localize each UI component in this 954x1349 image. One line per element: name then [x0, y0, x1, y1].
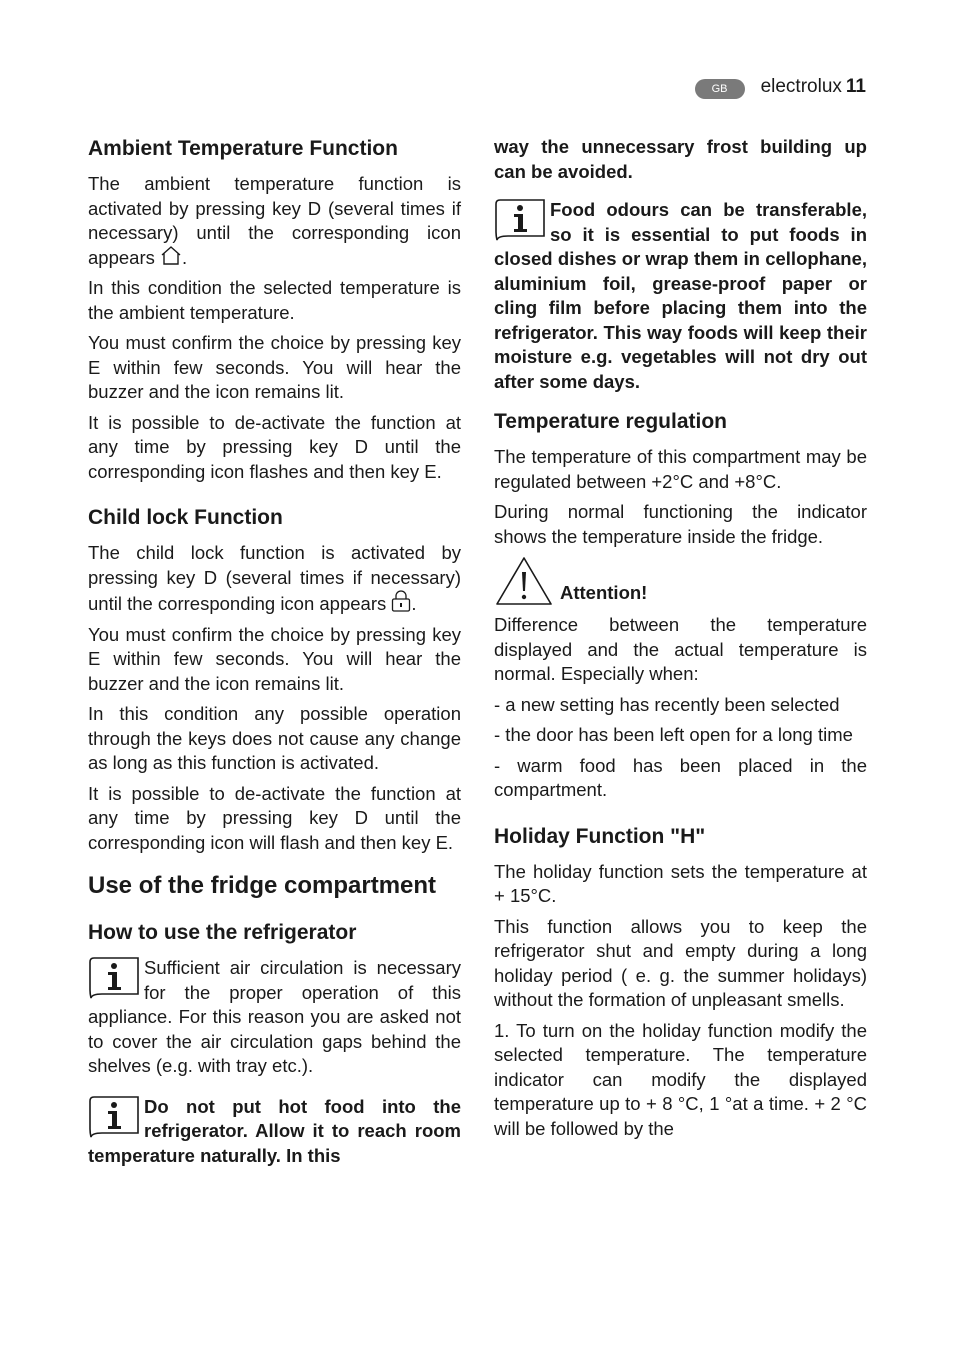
info-icon [494, 198, 546, 242]
fridge-title: Use of the fridge compartment [88, 872, 437, 899]
how-to-use-title: How to use the refrigerator [88, 921, 357, 944]
frost-continuation: way the unnecessary frost building up can be avoided. [494, 136, 867, 182]
childlock-title: Child lock Function [88, 506, 283, 529]
right-column [494, 135, 867, 1147]
childlock-p2: You must confirm the choice by pressing key E within few seconds. You will hear the buzzer and the icon remains lit. [88, 623, 461, 694]
temp-bullet-2: - the door has been left open for a long time [494, 724, 853, 745]
ambient-p3: You must confirm the choice by pressing key E within few seconds. You will hear the buzzer and the icon remains lit. [88, 332, 461, 402]
ambient-p4: It is possible to de-activate the function at any time by pressing key D until the corresponding icon flashes and then key E. [88, 411, 461, 482]
info-food-odours: Food odours can be transferable, so it is essential to put foods in closed dishes or wrap them in cellophane, aluminium foil, grease-proof paper or cling film before placing them into the refrigerator. This way foods will keep their moisture e.g. vegetables will not dry out after some days. [494, 199, 867, 392]
childlock-p4: It is possible to de-activate the function at any time by pressing key D until the corresponding icon will flash and then key E. [88, 782, 461, 853]
page-header [695, 74, 866, 100]
holiday-p3: 1. To turn on the holiday function modify the selected temperature. The temperature indicator can modify the displayed temperature up to + 8 °C, 1 °at a time. + 2 °C will be followed by the [494, 1019, 867, 1139]
info-hot-food: Do not put hot food into the refrigerator. Allow it to reach room temperature naturally. In this [88, 1095, 461, 1166]
childlock-p3: In this condition any possible operation through the keys does not cause any change as long as this function is activated. [88, 703, 461, 773]
attention-label: Attention! [560, 582, 648, 603]
house-icon [160, 246, 182, 266]
temp-p1: The temperature of this compartment may be regulated between +2°C and +8°C. [494, 446, 867, 492]
page-number: 11 [845, 76, 866, 97]
info-icon [88, 956, 140, 1000]
warning-triangle-icon [494, 555, 554, 607]
brand-page [761, 76, 866, 98]
ambient-title: Ambient Temperature Function [88, 137, 398, 160]
lock-icon [391, 590, 411, 612]
left-column [88, 135, 461, 1174]
temp-bullet-3: - warm food has been placed in the compartment. [494, 754, 867, 800]
info-air-circulation: Sufficient air circulation is necessary for the proper operation of this appliance. For this reason you are asked not to cover the air circulation gaps behind the shelves (e.g. with tray etc.). [88, 957, 461, 1076]
temp-bullet-1: - a new setting has recently been selected [494, 693, 840, 715]
temp-p2: During normal functioning the indicator shows the temperature inside the fridge. [494, 501, 867, 547]
info-icon [88, 1095, 140, 1139]
temp-regulation-title: Temperature regulation [494, 410, 727, 433]
ambient-p1: The ambient temperature function is activated by pressing key D (several times if necessary) until the corresponding icon appears . [88, 173, 461, 268]
childlock-p1: The child lock function is activated by pressing key D (several times if necessary) until the corresponding icon appears . [88, 542, 461, 614]
brand-name: electrolux [760, 76, 842, 97]
ambient-p2: In this condition the selected temperature is the ambient temperature. [88, 277, 461, 323]
holiday-p2: This function allows you to keep the refrigerator shut and empty during a long holiday period ( e. g. the summer holidays) without the formation of unpleasant smells. [494, 915, 867, 1010]
holiday-title: Holiday Function "H" [494, 824, 706, 848]
temp-p3: Difference between the temperature displayed and the actual temperature is normal. Especially when: [494, 614, 867, 684]
attention-notice [494, 555, 867, 607]
holiday-p1: The holiday function sets the temperature at + 15°C. [494, 860, 867, 906]
language-badge: GB [695, 79, 745, 99]
